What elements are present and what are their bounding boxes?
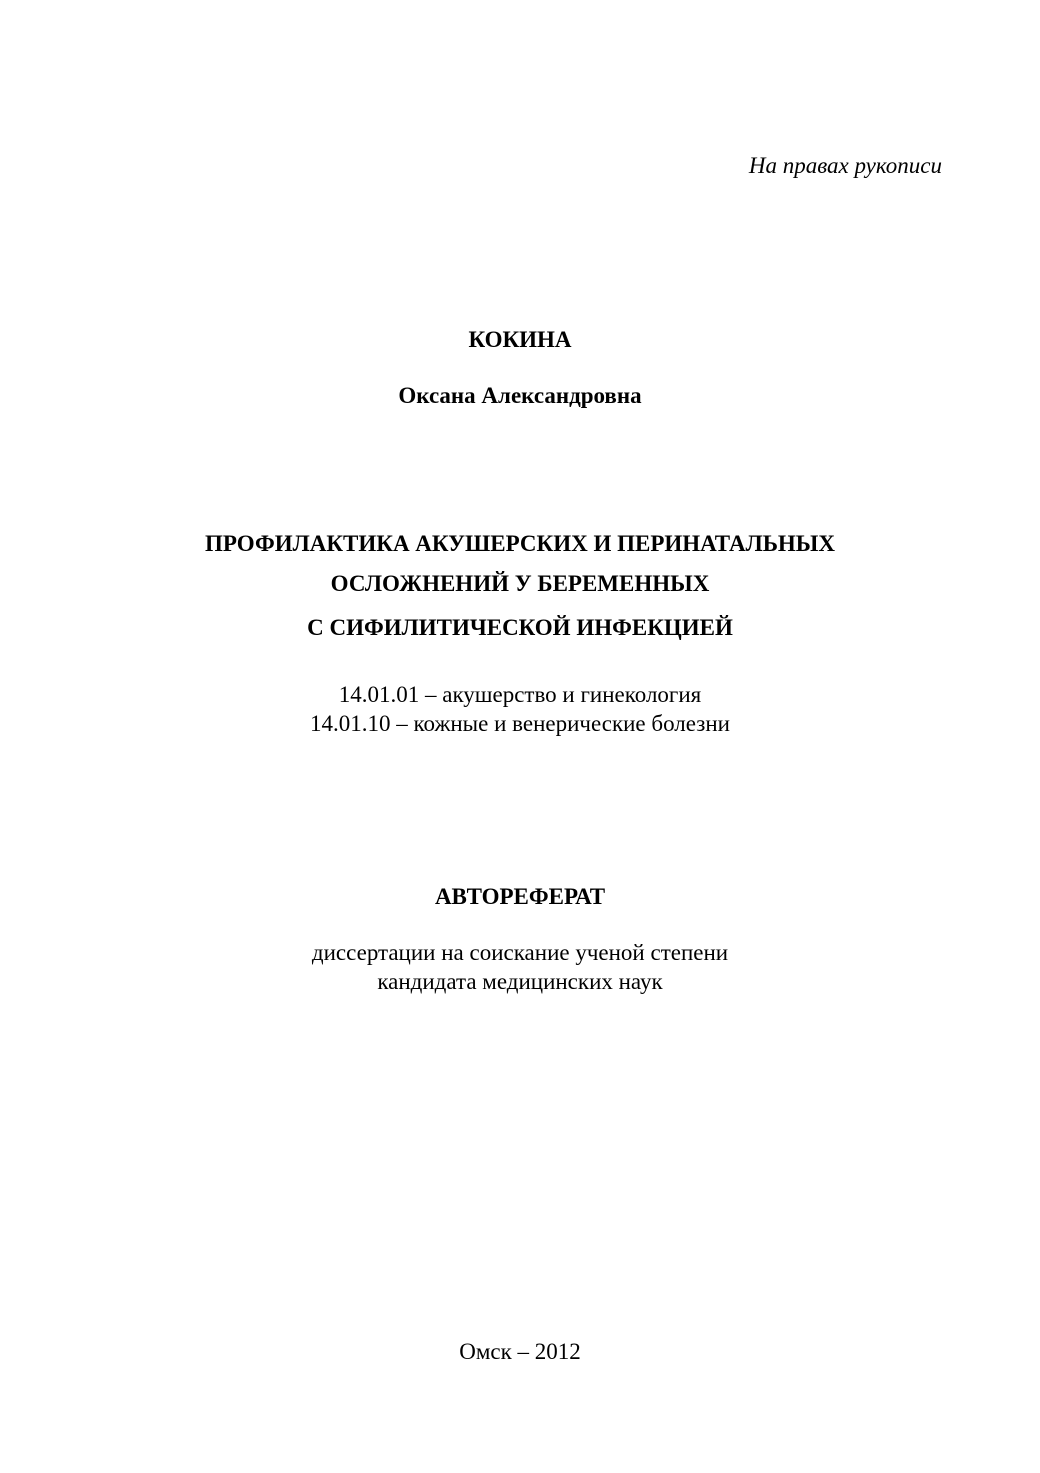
- purpose-line: кандидата медицинских наук: [377, 969, 663, 994]
- purpose-line: диссертации на соискание ученой степени: [311, 940, 729, 965]
- specialty-line: 14.01.10 – кожные и венерические болезни: [310, 711, 730, 736]
- author-surname: КОКИНА: [468, 327, 572, 352]
- title-line: С СИФИЛИТИЧЕСКОЙ ИНФЕКЦИЕЙ: [307, 615, 733, 640]
- author-given-names: Оксана Александровна: [398, 383, 642, 408]
- specialty-line: 14.01.01 – акушерство и гинекология: [338, 682, 702, 707]
- document-type: АВТОРЕФЕРАТ: [434, 884, 606, 909]
- title-line: ОСЛОЖНЕНИЙ У БЕРЕМЕННЫХ: [330, 571, 710, 596]
- manuscript-note: На правах рукописи: [748, 153, 942, 178]
- title-line: ПРОФИЛАКТИКА АКУШЕРСКИХ И ПЕРИНАТАЛЬНЫХ: [204, 531, 835, 556]
- place-year: Омск – 2012: [459, 1339, 581, 1364]
